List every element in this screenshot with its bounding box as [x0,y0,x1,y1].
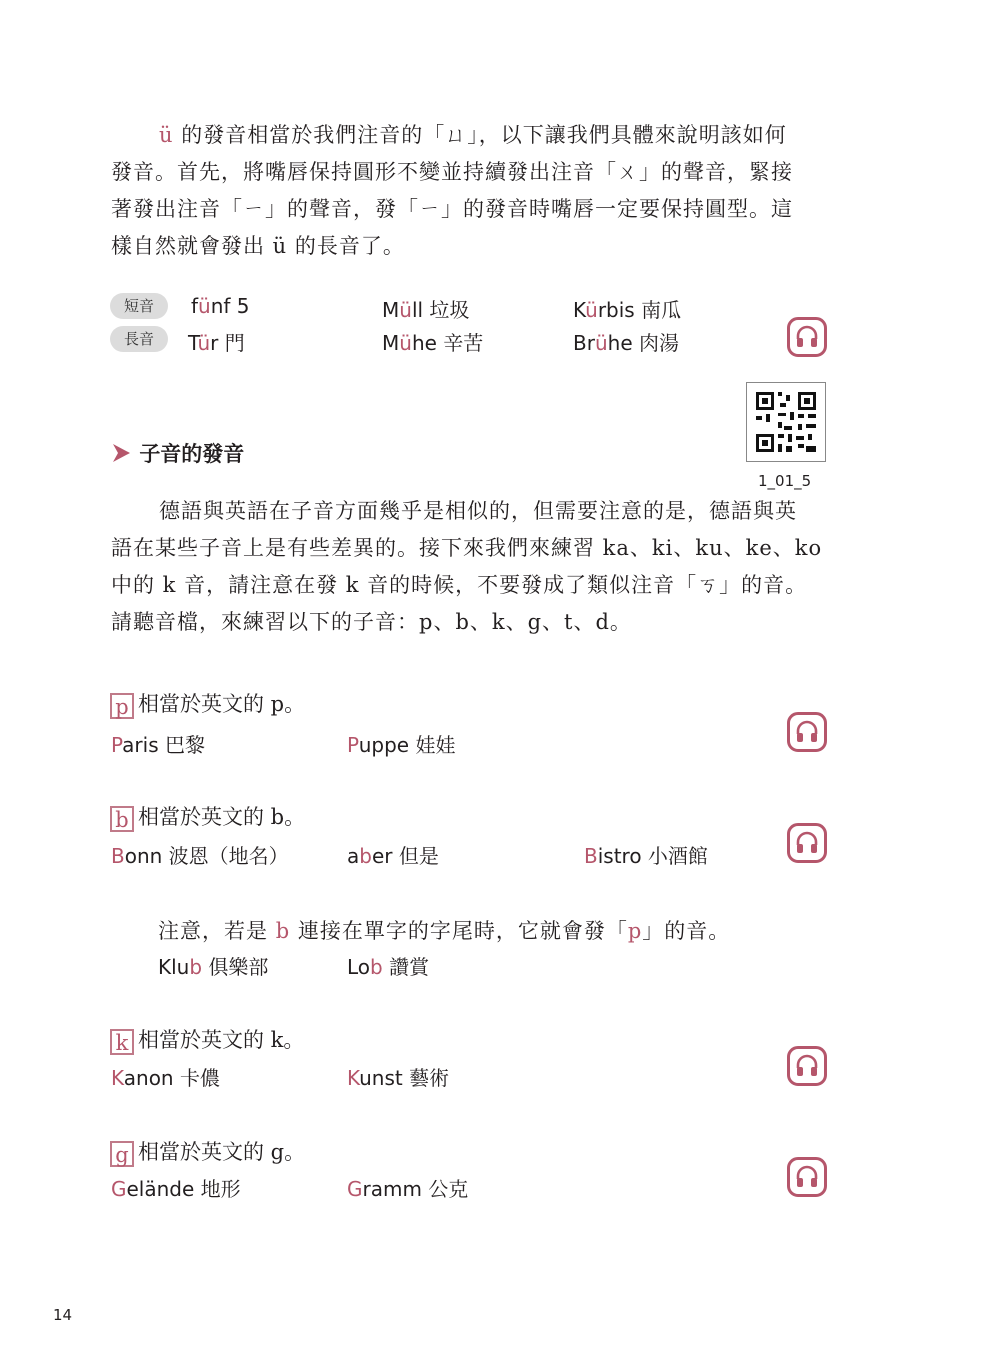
vowel-word: Müll 垃圾 [382,298,470,322]
example-word: Kanon 卡儂 [111,1066,220,1090]
example-word: Klub 俱樂部 [158,955,269,979]
headphones-icon[interactable] [787,712,827,752]
letter-box: g [110,1141,134,1167]
headphones-icon[interactable] [787,1157,827,1197]
intro-line: 著發出注音「ㄧ」的聲音，發「ㄧ」的發音時嘴唇一定要保持圓型。這 [111,197,793,221]
qr-code-icon[interactable] [746,382,826,462]
letter-heading-k: k 相當於英文的 k。 [110,1024,304,1055]
vowel-word: Mühe 辛苦 [382,331,484,355]
page-number: 14 [53,1306,73,1324]
note-text: 注意，若是 b 連接在單字的字尾時，它就會發「p」的音。 [158,919,731,943]
consonant-intro-paragraph [111,493,831,641]
section-heading [110,438,244,468]
short-vowel-badge: 短音 [110,293,168,319]
letter-heading-g: g 相當於英文的 g。 [110,1136,305,1167]
example-word: Bistro 小酒館 [584,844,708,868]
consonant-intro-line: 中的 k 音，請注意在發 k 音的時候，不要發成了類似注音「ㄎ」的音。 [111,573,808,597]
headphones-icon[interactable] [787,317,827,357]
letter-heading-p: p 相當於英文的 p。 [110,688,305,719]
vowel-word: Tür 門 [188,331,245,355]
letter-box: b [110,806,134,832]
example-word: Kunst 藝術 [347,1066,450,1090]
arrow-bullet-icon [110,442,132,464]
headphones-icon[interactable] [787,823,827,863]
section-title: 子音的發音 [139,442,245,466]
example-word: Paris 巴黎 [111,733,205,757]
consonant-intro-line: 德語與英語在子音方面幾乎是相似的，但需要注意的是，德語與英 [159,499,797,523]
vowel-word: Brühe 肉湯 [573,331,679,355]
letter-box: k [110,1029,134,1055]
example-word: Lob 讚賞 [347,955,430,979]
headphones-icon[interactable] [787,1046,827,1086]
intro-line: ü 的發音相當於我們注音的「ㄩ」，以下讓我們具體來說明該如何 [159,123,787,147]
example-word: Gramm 公克 [347,1177,469,1201]
vowel-word: fünf 5 [191,294,250,318]
consonant-intro-line: 請聽音檔，來練習以下的子音：p、b、k、g、t、d。 [111,610,632,634]
example-word: Gelände 地形 [111,1177,241,1201]
letter-box: p [110,693,134,719]
intro-paragraph [111,117,831,265]
letter-heading-b: b 相當於英文的 b。 [110,801,305,832]
vowel-word: Kürbis 南瓜 [573,298,682,322]
audio-code: 1_01_5 [758,472,812,490]
example-word: Puppe 娃娃 [347,733,456,757]
long-vowel-badge: 長音 [110,326,168,352]
example-word: aber 但是 [347,844,439,868]
example-word: Bonn 波恩（地名） [111,844,289,868]
intro-line: 發音。首先，將嘴唇保持圓形不變並持續發出注音「ㄨ」的聲音，緊接 [111,160,793,184]
consonant-intro-line: 語在某些子音上是有些差異的。接下來我們來練習 ka、ki、ku、ke、ko [111,536,823,560]
intro-line: 樣自然就會發出 ü 的長音了。 [111,234,405,258]
